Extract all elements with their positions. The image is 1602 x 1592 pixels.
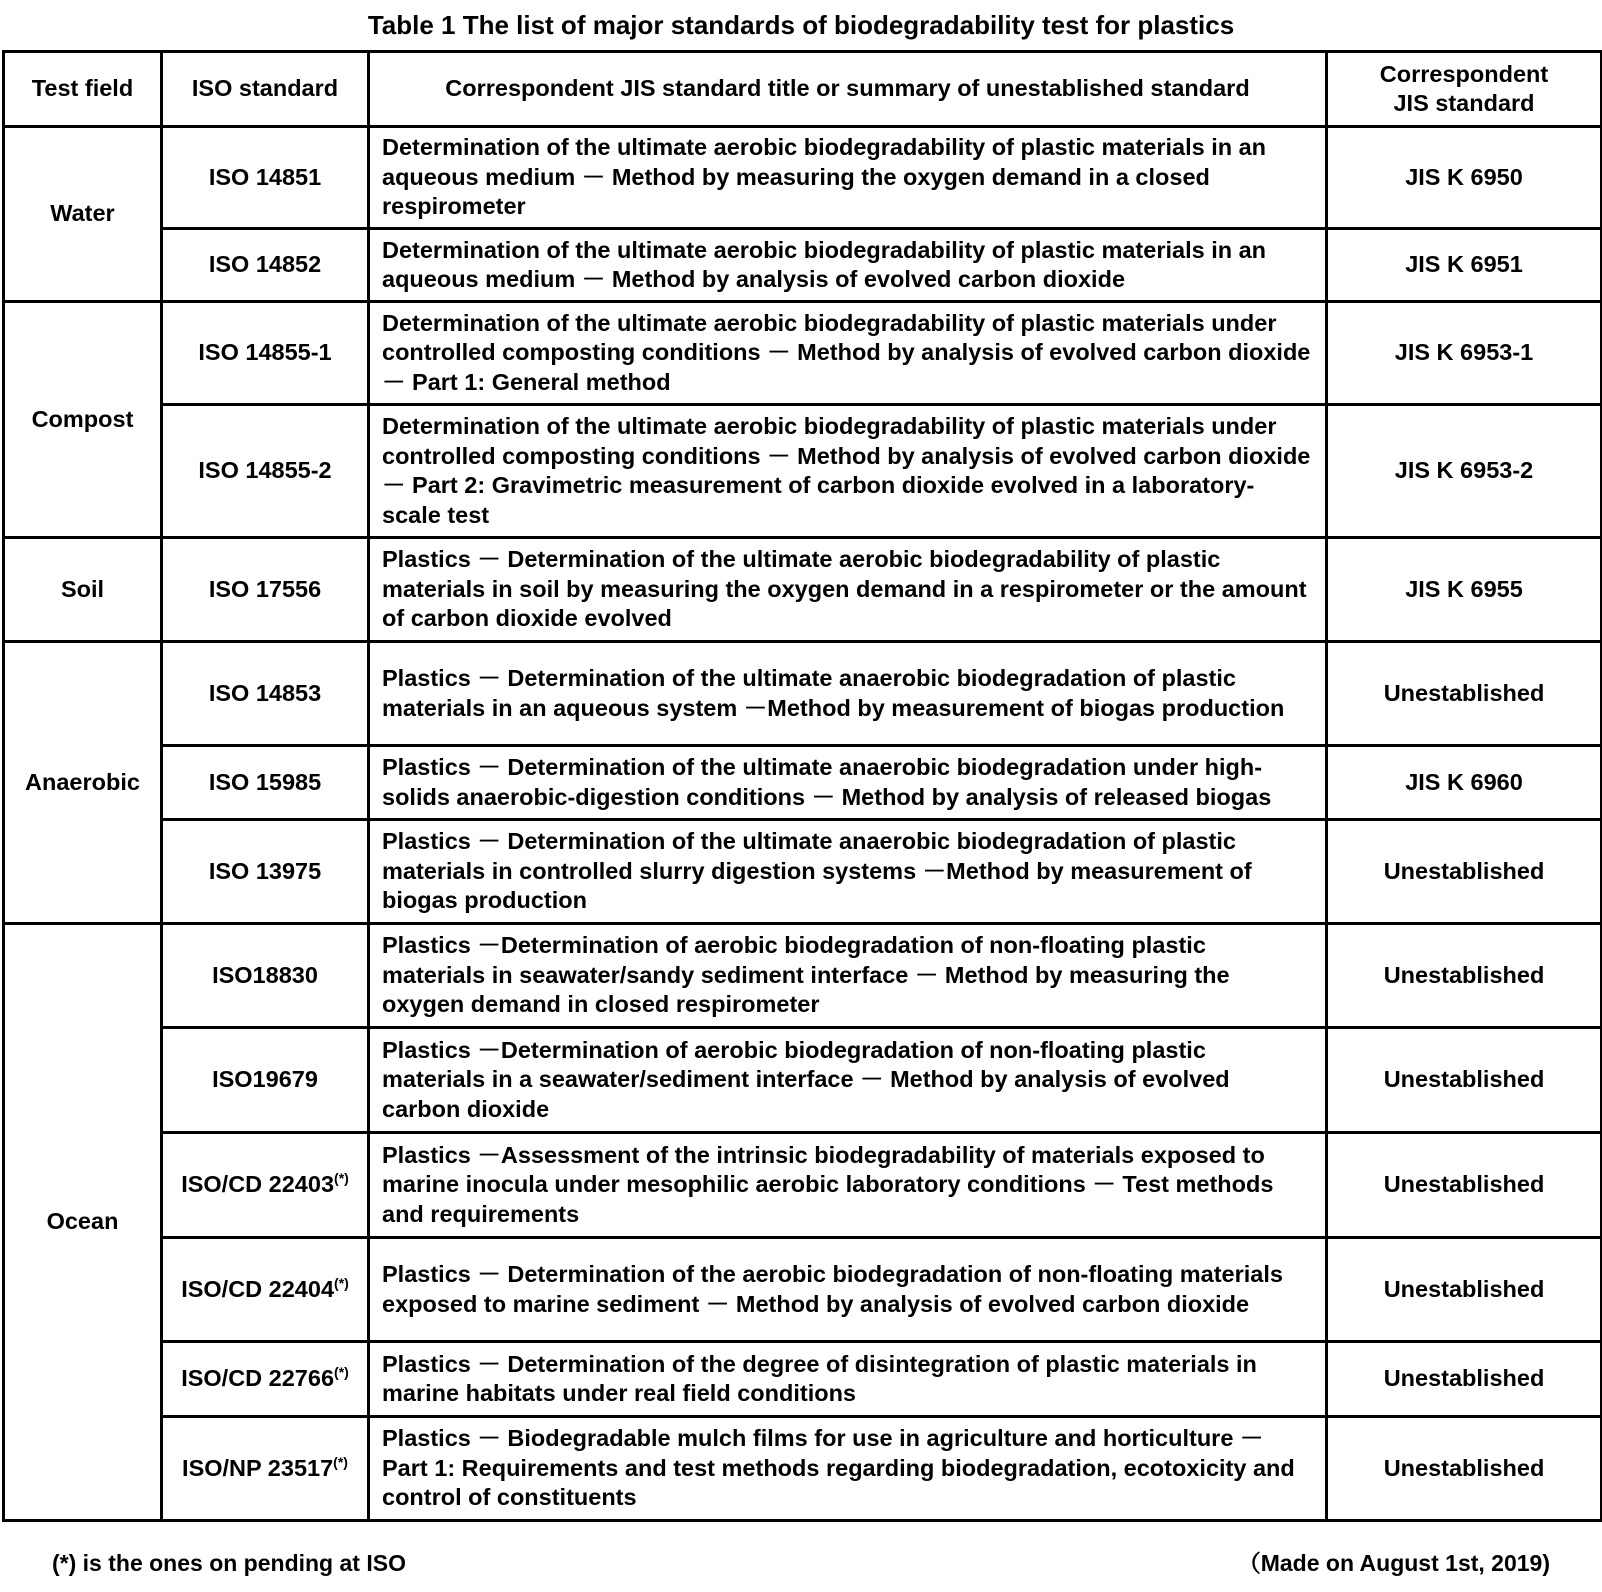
table-row (4, 746, 1602, 820)
table-row (4, 538, 1602, 642)
iso-standard-cell: ISO19679 (162, 1028, 369, 1133)
table-row (4, 1133, 1602, 1238)
standard-title-cell: Determination of the ultimate aerobic biodegradability of plastic materials in an aqueous medium － Method by analysis of evolved carbon dioxide (369, 229, 1327, 302)
table-row (4, 229, 1602, 302)
table-row (4, 820, 1602, 924)
iso-standard-label: ISO/CD 22404 (181, 1275, 335, 1302)
iso-standard-cell (162, 1238, 369, 1342)
test-field-cell: Anaerobic (4, 642, 162, 924)
table-row (4, 405, 1602, 538)
table-title: Table 1 The list of major standards of biodegradability test for plastics (367, 10, 1235, 40)
iso-standard-cell (162, 1417, 369, 1521)
jis-standard-cell: Unestablished (1327, 1417, 1602, 1521)
table-row (4, 1417, 1602, 1521)
iso-standard-label: ISO/NP 23517 (182, 1454, 334, 1481)
iso-standard-cell: ISO 14851 (162, 127, 369, 229)
table-row (4, 302, 1602, 405)
jis-standard-cell: JIS K 6953-2 (1327, 405, 1602, 538)
standard-title-cell: Plastics － Determination of the ultimate anaerobic biodegradation under high-solids anaerobic-digestion conditions － Method by analysis of released biogas (369, 746, 1327, 820)
jis-standard-cell: Unestablished (1327, 924, 1602, 1028)
jis-standard-cell: Unestablished (1327, 1028, 1602, 1133)
standard-title-cell: Determination of the ultimate aerobic biodegradability of plastic materials in an aqueous medium － Method by measuring the oxygen demand in a closed respirometer (369, 127, 1327, 229)
jis-standard-cell: Unestablished (1327, 1238, 1602, 1342)
iso-standard-cell: ISO18830 (162, 924, 369, 1028)
standard-title-cell: Plastics －Determination of aerobic biodegradation of non-floating plastic materials in a seawater/sediment interface － Method by analysis of evolved carbon dioxide (369, 1028, 1327, 1133)
table-row (4, 1028, 1602, 1133)
iso-standard-cell: ISO 14852 (162, 229, 369, 302)
table-row (4, 1238, 1602, 1342)
header-jis-line1: Correspondent (1379, 60, 1549, 87)
iso-standard-label: ISO/CD 22403 (181, 1171, 335, 1198)
standard-title-cell: Determination of the ultimate aerobic biodegradability of plastic materials under controlled composting conditions － Method by analysis of evolved carbon dioxide － Part 2: Gravimetric measurement of carbon dioxide evolved in a laboratory-scale test (369, 405, 1327, 538)
iso-standard-cell: ISO 17556 (162, 538, 369, 642)
header-jis-standard (1327, 52, 1602, 127)
test-field-cell: Ocean (4, 924, 162, 1521)
test-field-cell: Compost (4, 302, 162, 538)
pending-marker: (*) (333, 1453, 348, 1470)
table-row (4, 127, 1602, 229)
iso-standard-cell: ISO 13975 (162, 820, 369, 924)
standard-title-cell: Plastics － Determination of the degree of disintegration of plastic materials in marine habitats under real field conditions (369, 1342, 1327, 1417)
test-field-cell: Water (4, 127, 162, 302)
header-jis-line2: JIS standard (1393, 90, 1535, 116)
pending-marker: (*) (334, 1364, 349, 1381)
jis-standard-cell: Unestablished (1327, 1133, 1602, 1238)
standards-table (2, 50, 1602, 1522)
standard-title-cell: Plastics － Determination of the aerobic biodegradation of non-floating materials exposed to marine sediment － Method by analysis of evolved carbon dioxide (369, 1238, 1327, 1342)
header-iso-standard: ISO standard (162, 52, 369, 127)
standard-title-cell: Determination of the ultimate aerobic biodegradability of plastic materials under controlled composting conditions － Method by analysis of evolved carbon dioxide － Part 1: General method (369, 302, 1327, 405)
standard-title-cell: Plastics － Determination of the ultimate aerobic biodegradability of plastic materials in soil by measuring the oxygen demand in a respirometer or the amount of carbon dioxide evolved (369, 538, 1327, 642)
pending-marker: (*) (334, 1170, 349, 1187)
test-field-cell: Soil (4, 538, 162, 642)
standard-title-cell: Plastics － Biodegradable mulch films for use in agriculture and horticulture － Part 1: Requirements and test methods regarding biodegradation, ecotoxicity and control of constituents (369, 1417, 1327, 1521)
table-row (4, 642, 1602, 746)
pending-marker: (*) (334, 1274, 349, 1291)
header-test-field: Test field (4, 52, 162, 127)
jis-standard-cell: JIS K 6960 (1327, 746, 1602, 820)
standard-title-cell: Plastics － Determination of the ultimate anaerobic biodegradation of plastic materials in an aqueous system －Method by measurement of biogas production (369, 642, 1327, 746)
table-row (4, 924, 1602, 1028)
header-title: Correspondent JIS standard title or summary of unestablished standard (369, 52, 1327, 127)
made-on-date: （Made on August 1st, 2019) (1237, 1550, 1550, 1576)
iso-standard-cell: ISO 14855-2 (162, 405, 369, 538)
jis-standard-cell: JIS K 6950 (1327, 127, 1602, 229)
jis-standard-cell: JIS K 6953-1 (1327, 302, 1602, 405)
iso-standard-cell (162, 1133, 369, 1238)
jis-standard-cell: Unestablished (1327, 1342, 1602, 1417)
jis-standard-cell: JIS K 6951 (1327, 229, 1602, 302)
iso-standard-label: ISO/CD 22766 (181, 1365, 335, 1392)
standard-title-cell: Plastics －Determination of aerobic biodegradation of non-floating plastic materials in seawater/sandy sediment interface － Method by measuring the oxygen demand in closed respirometer (369, 924, 1327, 1028)
iso-standard-cell: ISO 14855-1 (162, 302, 369, 405)
standard-title-cell: Plastics －Assessment of the intrinsic biodegradability of materials exposed to marine inocula under mesophilic aerobic laboratory conditions － Test methods and requirements (369, 1133, 1327, 1238)
iso-standard-cell: ISO 15985 (162, 746, 369, 820)
iso-standard-cell (162, 1342, 369, 1417)
standard-title-cell: Plastics － Determination of the ultimate anaerobic biodegradation of plastic materials in controlled slurry digestion systems －Method by measurement of biogas production (369, 820, 1327, 924)
jis-standard-cell: JIS K 6955 (1327, 538, 1602, 642)
jis-standard-cell: Unestablished (1327, 820, 1602, 924)
table-row (4, 1342, 1602, 1417)
iso-standard-cell: ISO 14853 (162, 642, 369, 746)
header-row (4, 52, 1602, 127)
footnote: (*) is the ones on pending at ISO (52, 1550, 406, 1576)
jis-standard-cell: Unestablished (1327, 642, 1602, 746)
